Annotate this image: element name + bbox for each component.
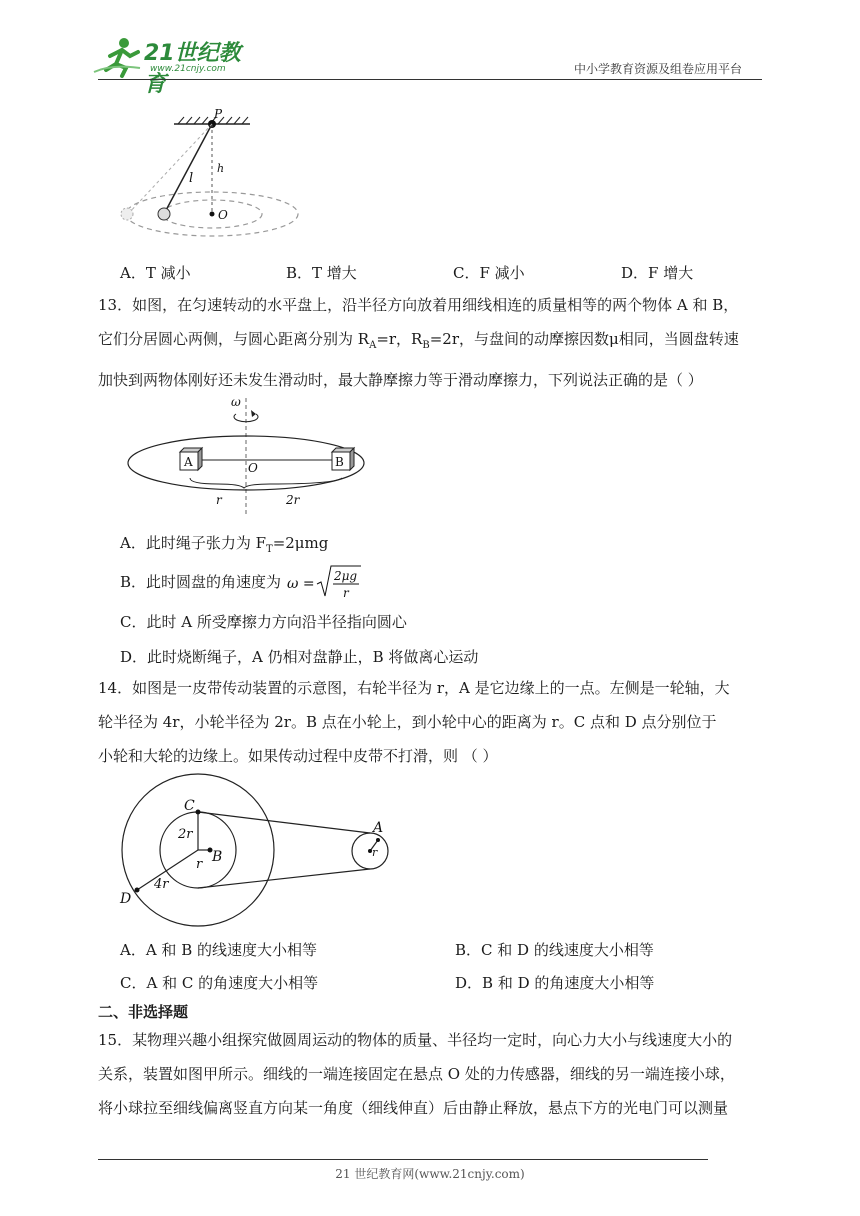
q15-stem-line3: 将小球拉至细线偏离竖直方向某一角度（细线伸直）后由静止释放，悬点下方的光电门可以测量: [98, 1099, 729, 1117]
q12-option-d[interactable]: D．F 增大: [621, 264, 694, 282]
q14-option-c[interactable]: C．A 和 C 的角速度大小相等: [120, 974, 319, 992]
q13-stem-line3: 加快到两物体刚好还未发生滑动时，最大静摩擦力等于滑动摩擦力，下列说法正确的是（ ）: [98, 371, 703, 389]
q14-stem: [98, 671, 766, 773]
svg-text:ω =: ω =: [287, 576, 315, 592]
q14-stem-line3: 小轮和大轮的边缘上。如果传动过程中皮带不打滑，则 （ ）: [98, 747, 498, 765]
q15-stem-line2: 关系，装置如图甲所示。细线的一端连接固定在悬点 O 处的力传感器，细线的另一端连接小球，: [98, 1065, 735, 1083]
q13-figure: [120, 392, 370, 521]
label-2r: 2r: [286, 493, 300, 507]
footer-text[interactable]: 21 世纪教育网(www.21cnjy.com): [335, 1167, 525, 1181]
q13-stem-line2: 它们分居圆心两侧，与圆心距离分别为 $R_A=r$，$R_B=2r$，与盘间的动摩擦因数μ相同，当圆盘转速: [98, 330, 739, 351]
belt-drive-diagram: [110, 772, 400, 937]
footer-divider: [98, 1159, 708, 1160]
q12-option-a[interactable]: A．T 减小: [120, 264, 191, 282]
q14-option-a[interactable]: A．A 和 B 的线速度大小相等: [120, 941, 317, 959]
section-title: 二、非选择题: [98, 1003, 189, 1021]
label-omega: ω: [231, 395, 241, 409]
q12-option-b[interactable]: B．T 增大: [286, 264, 357, 282]
omega-formula: [287, 562, 367, 606]
logo-title: 21世纪教育: [144, 41, 241, 97]
logo-url: www.21cnjy.com: [150, 64, 226, 74]
label-l: l: [189, 171, 194, 186]
label-r: r: [196, 857, 203, 872]
label-r-small: r: [372, 846, 378, 859]
q13-option-c[interactable]: C．此时 A 所受摩擦力方向沿半径指向圆心: [120, 613, 407, 631]
q14-figure: [110, 772, 400, 941]
sqrt-formula: [287, 562, 367, 602]
label-r: r: [216, 493, 222, 507]
q14-stem-line2: 轮半径为 4r，小轮半径为 2r。B 点在小轮上，到小轮中心的距离为 r。C 点和 D 点分别位于: [98, 713, 717, 731]
label-center-O: O: [248, 461, 258, 475]
label-2r: 2r: [178, 827, 193, 842]
q14-option-b[interactable]: B．C 和 D 的线速度大小相等: [455, 941, 654, 959]
q12-option-c[interactable]: C．F 减小: [453, 264, 525, 282]
svg-text:r: r: [343, 586, 349, 600]
label-h: h: [217, 162, 225, 175]
svg-text:2μg: 2μg: [334, 569, 358, 583]
header-logo: [92, 34, 262, 97]
label-B: B: [212, 849, 223, 865]
q13-stem-line1: 13．如图，在匀速转动的水平盘上，沿半径方向放着用细线相连的质量相等的两个物体 A 和 B，: [98, 296, 739, 314]
label-block-B: B: [335, 455, 344, 469]
q13-stem: [98, 288, 766, 397]
label-C: C: [184, 798, 195, 814]
header-right-text: 中小学教育资源及组卷应用平台: [574, 62, 743, 76]
q14-stem-line1: 14．如图是一皮带传动装置的示意图，右轮半径为 r，A 是它边缘上的一点。左侧是一轮轴，大: [98, 679, 730, 697]
rotating-disc-diagram: [120, 392, 370, 517]
label-D: D: [120, 891, 132, 907]
conical-pendulum-diagram: [110, 104, 310, 244]
q15-stem: [98, 1023, 766, 1125]
label-O: O: [218, 208, 228, 222]
q15-stem-line1: 15．某物理兴趣小组探究做圆周运动的物体的质量、半径均一定时，向心力大小与线速度大小的: [98, 1031, 733, 1049]
q14-option-d[interactable]: D．B 和 D 的角速度大小相等: [455, 974, 655, 992]
label-block-A: A: [184, 455, 193, 469]
q13-option-a[interactable]: A．此时绳子张力为 $F_T=2\mu mg$: [120, 534, 329, 555]
header-divider: [98, 79, 762, 80]
q13-option-d[interactable]: D．此时烧断绳子，A 仍相对盘静止，B 将做离心运动: [120, 648, 479, 666]
label-P: P: [214, 107, 223, 121]
label-A: A: [373, 820, 384, 836]
q13-option-b[interactable]: B．此时圆盘的角速度为: [120, 573, 282, 591]
q12-figure: [110, 104, 310, 248]
label-4r: 4r: [154, 877, 169, 892]
